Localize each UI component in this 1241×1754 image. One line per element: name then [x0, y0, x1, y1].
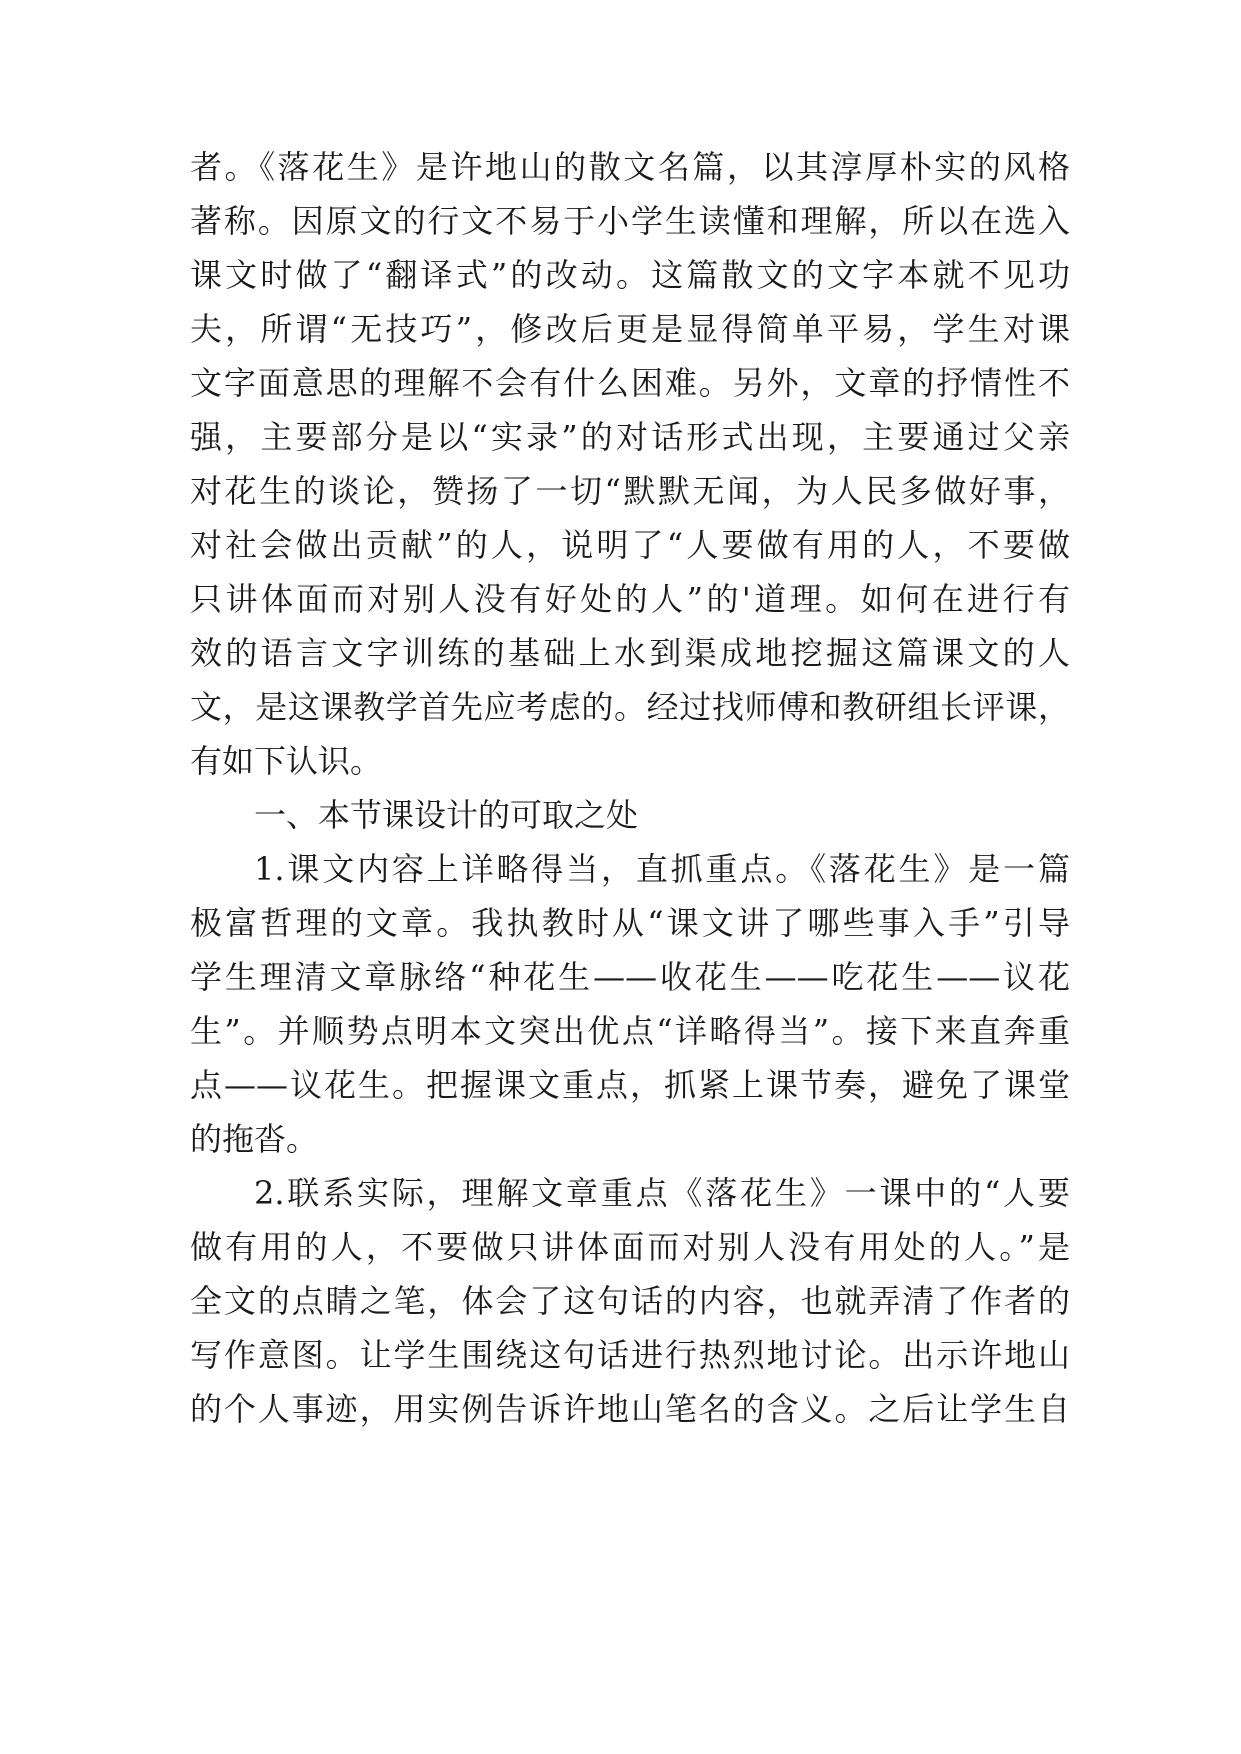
text-line: 效的语言文字训练的基础上水到渠成地挖掘这篇课文的人 — [190, 634, 1070, 672]
text-line: 者。《落花生》是许地山的散文名篇，以其淳厚朴实的风格 — [190, 148, 1070, 186]
text-line: 对花生的谈论，赞扬了一切“默默无闻，为人民多做好事， — [190, 472, 1070, 510]
text-line: 学生理清文章脉络“种花生——收花生——吃花生——议花 — [190, 958, 1070, 996]
text-line: 的个人事迹，用实例告诉许地山笔名的含义。之后让学生自 — [190, 1390, 1070, 1428]
text-line: 文字面意思的理解不会有什么困难。另外，文章的抒情性不 — [190, 364, 1070, 402]
text-line: 对社会做出贡献”的人，说明了“人要做有用的人，不要做 — [190, 526, 1070, 564]
text-line: 全文的点睛之笔，体会了这句话的内容，也就弄清了作者的 — [190, 1282, 1070, 1320]
section-heading: 一、本节课设计的可取之处 — [254, 796, 639, 834]
text-line: 夫，所谓“无技巧”，修改后更是显得简单平易，学生对课 — [190, 310, 1070, 348]
text-line: 极富哲理的文章。我执教时从“课文讲了哪些事入手”引导 — [190, 904, 1070, 942]
text-line: 强，主要部分是以“实录”的对话形式出现，主要通过父亲 — [190, 418, 1070, 456]
text-line: 著称。因原文的行文不易于小学生读懂和理解，所以在选入 — [190, 202, 1070, 240]
text-line: 有如下认识。 — [190, 742, 383, 780]
text-line: 只讲体面而对别人没有好处的人”的'道理。如何在进行有 — [190, 580, 1070, 618]
text-line: 的拖沓。 — [190, 1120, 319, 1158]
text-line: 1.课文内容上详略得当，直抓重点。《落花生》是一篇 — [254, 850, 1070, 888]
text-line: 做有用的人，不要做只讲体面而对别人没有用处的人。”是 — [190, 1228, 1070, 1266]
text-line: 课文时做了“翻译式”的改动。这篇散文的文字本就不见功 — [190, 256, 1070, 294]
text-line: 文，是这课教学首先应考虑的。经过找师傅和教研组长评课， — [190, 688, 1070, 726]
text-line: 写作意图。让学生围绕这句话进行热烈地讨论。出示许地山 — [190, 1336, 1070, 1374]
text-line: 生”。并顺势点明本文突出优点“详略得当”。接下来直奔重 — [190, 1012, 1070, 1050]
text-line: 点——议花生。把握课文重点，抓紧上课节奏，避免了课堂 — [190, 1066, 1070, 1104]
text-line: 2.联系实际，理解文章重点《落花生》一课中的“人要 — [254, 1174, 1070, 1212]
